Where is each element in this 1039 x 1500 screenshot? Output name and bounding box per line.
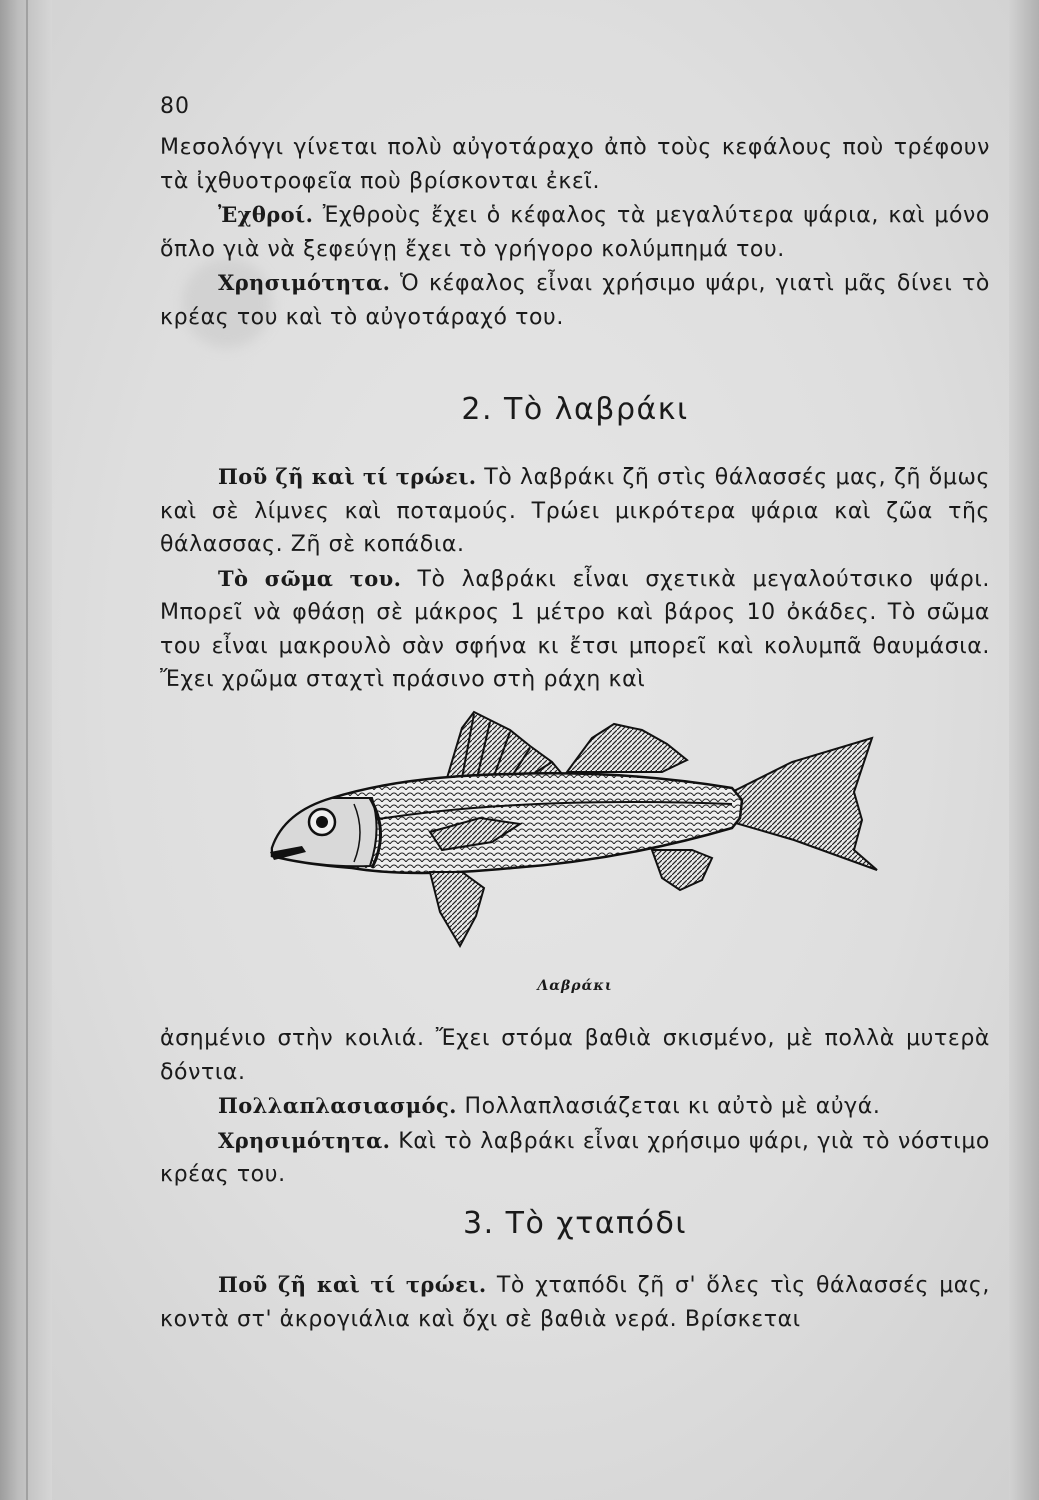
- paragraph-body: [160, 562, 990, 697]
- paragraph-text: Τὸ λαβράκι εἶναι σχετικὰ μεγαλούτσικο ψάρι. Μπορεῖ νὰ φθάσῃ σὲ μάκρος 1 μέτρο καὶ βάρος 10 ὀκάδες. Τὸ σῶμα του εἶναι μακρουλὸ σὰν σφήνα κι ἔτσι μπορεῖ καὶ κολυμπᾶ θαυμάσια. Ἔχει χρῶμα σταχτὶ πράσινο στὴ ράχη καὶ: [160, 566, 990, 692]
- paragraph-text: Ἐχθροὺς ἔχει ὁ κέφαλος τὰ μεγαλύτερα ψάρια, καὶ μόνο ὅπλο γιὰ νὰ ξεφεύγῃ ἔχει τὸ γρήγορο κολύμπημά του.: [160, 203, 990, 262]
- text-block-xtapodi: [160, 1268, 990, 1336]
- paragraph-text: Καὶ τὸ λαβράκι εἶναι χρήσιμο ψάρι, γιὰ τὸ νόστιμο κρέας του.: [160, 1128, 990, 1187]
- page-edge-shadow: [1009, 0, 1039, 1500]
- page-binding-shadow: [0, 0, 52, 1500]
- run-in-heading-body: Τὸ σῶμα του.: [218, 565, 402, 591]
- run-in-heading-usefulness: Χρησιμότητα.: [218, 270, 391, 295]
- page-number: 80: [160, 94, 190, 119]
- run-in-heading-reproduction: Πολλαπλασιασμός.: [218, 1093, 457, 1118]
- paragraph-text: Τὸ χταπόδι ζῆ σ' ὅλες τὶς θάλασσές μας, κοντὰ στ' ἀκρογιάλια καὶ ὄχι σὲ βαθιὰ νερά. Βρίσκεται: [160, 1273, 990, 1332]
- text-block-labraki-continued: [160, 1022, 990, 1192]
- paragraph-continuation: ἀσημένιο στὴν κοιλιά. Ἔχει στόμα βαθιὰ σκισμένο, μὲ πολλὰ μυτερὰ δόντια.: [160, 1026, 990, 1085]
- paragraph-habitat: [160, 1268, 990, 1336]
- paragraph-enemies: [160, 198, 990, 266]
- paragraph-habitat: [160, 460, 990, 562]
- run-in-heading-habitat: Ποῦ ζῆ καὶ τί τρώει.: [218, 464, 477, 489]
- figure-caption: Λαβράκι: [537, 978, 613, 994]
- paragraph-reproduction: [160, 1089, 990, 1124]
- paragraph-text: Ὁ κέφαλος εἶναι χρήσιμο ψάρι, γιατὶ μᾶς δίνει τὸ κρέας του καὶ τὸ αὐγοτάραχό του.: [160, 271, 990, 330]
- text-block-labraki: [160, 460, 990, 697]
- section-heading-labraki: 2. Τὸ λαβράκι: [461, 392, 689, 427]
- run-in-heading-habitat: Ποῦ ζῆ καὶ τί τρώει.: [218, 1272, 487, 1297]
- paragraph-text: Τὸ λαβράκι ζῆ στὶς θάλασσές μας, ζῆ ὅμως καὶ σὲ λίμνες καὶ ποταμούς. Τρώει μικρότερα ψάρια καὶ ζῶα τῆς θάλασσας. Ζῆ σὲ κοπάδια.: [160, 465, 990, 557]
- text-block-kefalos: [160, 131, 990, 334]
- paragraph-continuation: Μεσολόγγι γίνεται πολὺ αὐγοτάραχο ἀπὸ τοὺς κεφάλους ποὺ τρέφουν τὰ ἰχθυοτροφεῖα ποὺ βρίσκονται ἐκεῖ.: [160, 135, 990, 194]
- run-in-heading-enemies: Ἐχθροί.: [218, 202, 314, 227]
- section-heading-xtapodi: 3. Τὸ χταπόδι: [463, 1206, 687, 1241]
- paragraph-usefulness: [160, 1124, 990, 1192]
- run-in-heading-usefulness: Χρησιμότητα.: [218, 1127, 391, 1153]
- sea-bass-illustration: [262, 700, 892, 960]
- paragraph-text: Πολλαπλασιάζεται κι αὐτὸ μὲ αὐγά.: [456, 1094, 881, 1119]
- paragraph-usefulness: [160, 266, 990, 334]
